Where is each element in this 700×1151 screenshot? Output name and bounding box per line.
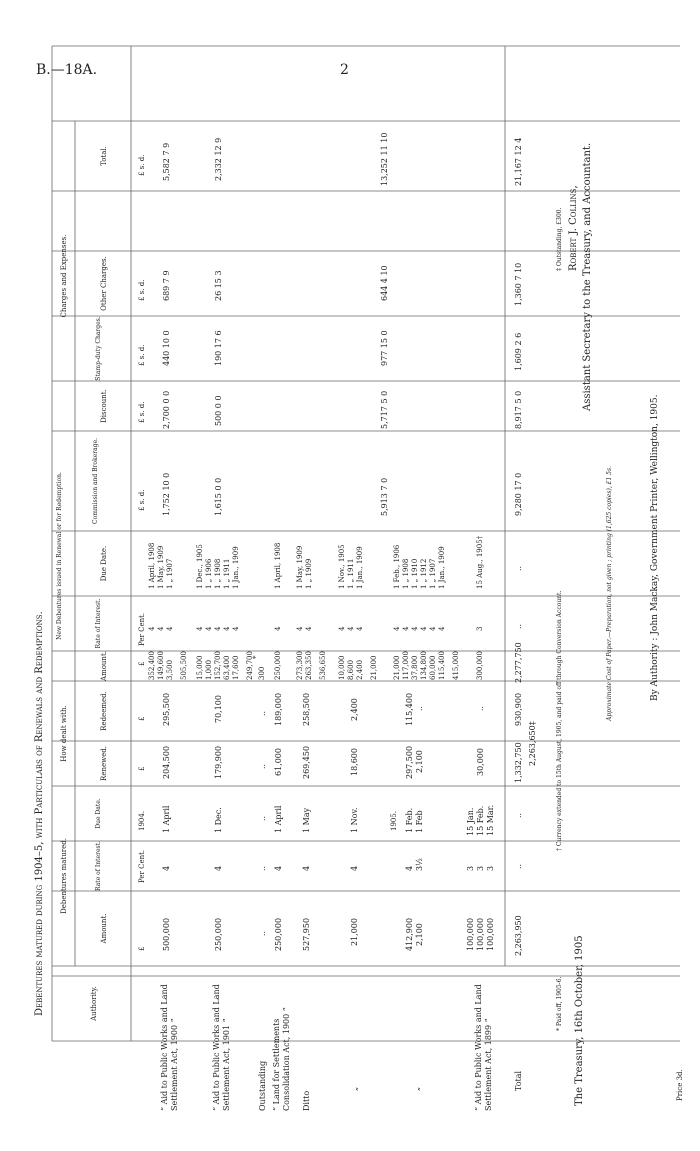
row-new-subtotal: 21,000	[370, 655, 378, 680]
row-due: 1 April	[274, 805, 283, 833]
row-due: 15 Jan.	[466, 807, 475, 836]
row-due: 1 Feb.	[405, 807, 414, 833]
row-stamp: 190 17 6	[214, 330, 223, 366]
row-new-due: 1 „ 1907	[429, 558, 437, 589]
totals-renewed: 1,332,750	[514, 742, 523, 783]
row-rate: 3	[486, 865, 495, 871]
row-due: 15 Mar.	[486, 804, 495, 836]
row-commission: 1,615 0 0	[214, 477, 223, 516]
unit-year-1905: 1905.	[390, 810, 398, 831]
row-new-marker: *	[252, 655, 260, 659]
row-rate: 4	[302, 865, 311, 871]
row-redeemed: 189,000	[274, 692, 283, 726]
totals-redeemed: 930,900	[514, 692, 523, 726]
signature-place-date: The Treasury, 16th October, 1905	[574, 935, 585, 1106]
row-authority: „	[350, 1086, 359, 1091]
row-new-rate: 4	[148, 626, 156, 631]
group-charges: Charges and Expenses.	[60, 234, 68, 318]
row-new-due: 15 Aug., 1905†	[476, 535, 484, 589]
row-new-amount: 2,400	[356, 659, 364, 680]
row-new-due: 1 „ 1908	[402, 558, 410, 589]
row-authority: “ Land for Settlements Consolidation Act, 1900 ”	[272, 1007, 291, 1111]
row-amount: 500,000	[162, 917, 171, 951]
row-amount: 250,000	[214, 917, 223, 951]
row-redeemed: 2,400	[350, 698, 359, 721]
row-rate: 4	[405, 865, 414, 871]
row-redeemed: ..	[415, 705, 424, 711]
totals-new-amount: 2,277,750	[514, 642, 523, 683]
unit-year-1904: 1904.	[138, 810, 146, 831]
row-rate: 4	[274, 865, 283, 871]
unit-percent: Per Cent.	[138, 612, 146, 646]
row-new-subtotal: 536,650	[319, 651, 327, 680]
col-rate: Rate of Interest.	[95, 841, 102, 891]
row-new-amount: 63,400	[223, 655, 231, 680]
price-label: Price 3d.	[676, 1069, 684, 1101]
row-new-amount: 3,500	[166, 659, 174, 680]
page-number: 2	[340, 62, 349, 78]
row-new-amount: 8,600	[347, 659, 355, 680]
row-rate: ..	[258, 865, 267, 871]
row-new-amount: 60,000	[429, 655, 437, 680]
row-new-subtotal: 505,500	[180, 651, 188, 680]
row-new-rate: 4	[305, 626, 313, 631]
row-commission: 1,752 10 0	[162, 472, 171, 516]
row-discount: 2,700 0 0	[162, 390, 171, 429]
row-other: 689 7 9	[162, 270, 171, 301]
row-total: 5,582 7 9	[162, 142, 171, 181]
row-new-rate: 4	[232, 626, 240, 631]
row-discount: 5,717 5 0	[380, 390, 389, 429]
row-renewed: 269,450	[302, 745, 311, 779]
totals-new-rate: ..	[514, 623, 523, 629]
row-renewed: 297,500	[405, 745, 414, 779]
row-due: 1 April	[162, 805, 171, 833]
unit-pound: £	[138, 766, 146, 771]
row-stamp: 440 10 0	[162, 330, 171, 366]
row-new-rate: 4	[296, 626, 304, 631]
totals-stamp: 1,609 2 6	[514, 332, 523, 371]
col-renewed: Renewed.	[100, 746, 108, 781]
row-new-rate: 4	[166, 626, 174, 631]
group-issued: New Debentures issued in Renewal or for Redemption.	[56, 472, 63, 640]
group-dealt: How dealt with.	[60, 705, 68, 762]
row-new-rate: 4	[429, 626, 437, 631]
row-due: 15 Feb.	[476, 805, 485, 836]
row-new-amount: 263,350	[305, 651, 313, 680]
col-new-due: Due Date.	[100, 545, 108, 582]
row-new-due: 1 Jan., 1909	[356, 546, 364, 589]
row-new-due: 1 Feb., 1906	[393, 544, 401, 589]
row-new-rate: 4	[356, 626, 364, 631]
row-redeemed: 258,500	[302, 692, 311, 726]
row-due: 1 Nov.	[350, 807, 359, 833]
row-due: 1 May	[302, 807, 311, 833]
col-commission: Commission and Brokerage.	[92, 438, 99, 524]
row-new-amount: 250,000	[274, 651, 282, 680]
totals-commission: 9,280 17 0	[514, 472, 523, 516]
row-amount: ..	[258, 930, 267, 936]
unit-lsd: £ s. d.	[138, 401, 146, 423]
group-matured: Debentures matured.	[60, 838, 68, 914]
row-new-rate: 4	[347, 626, 355, 631]
totals-total: 21,167 12 4	[514, 137, 523, 186]
unit-lsd: £ s. d.	[138, 344, 146, 366]
col-authority: Authority.	[90, 986, 98, 1021]
row-amount: 527,950	[302, 917, 311, 951]
row-commission: 5,913 7 0	[380, 477, 389, 516]
row-renewed: 30,000	[476, 748, 485, 776]
row-new-due: 1 „ 1911	[347, 558, 355, 589]
row-new-due: 1 April, 1908	[148, 542, 156, 589]
row-amount: 100,000	[466, 917, 475, 951]
row-new-amount: 15,000	[196, 655, 204, 680]
row-authority: „	[412, 1086, 421, 1091]
col-new-rate: Rate of Interest.	[95, 598, 102, 649]
row-new-due: 1 „ 1908	[214, 558, 222, 589]
row-new-subtotal: 415,000	[452, 651, 460, 680]
row-new-due: 1 „ 1906	[205, 558, 213, 589]
row-new-due: 1 Jan., 1909	[438, 546, 446, 589]
row-other: 26 15 3	[214, 270, 223, 301]
row-new-amount: 17,600	[232, 655, 240, 680]
totals-discount: 8,917 5 0	[514, 390, 523, 429]
row-renewed: 18,600	[350, 748, 359, 776]
printer-line: By Authority : John Mackay, Government Printer, Wellington, 1905.	[650, 394, 660, 701]
row-new-amount: 117,000	[402, 651, 410, 680]
row-new-due: 1 May, 1909	[296, 545, 304, 589]
row-renewed: 179,900	[214, 745, 223, 779]
col-new-amount: Amount.	[100, 651, 108, 681]
unit-lsd: £ s. d.	[138, 279, 146, 301]
col-redeemed: Redeemed.	[100, 691, 108, 731]
col-other: Other Charges.	[100, 256, 108, 311]
row-amount: 21,000	[350, 918, 359, 946]
row-amount: 2,100	[415, 923, 424, 946]
footnote-ddagger: ‡ Outstanding, £300.	[556, 207, 563, 271]
totals-other: 1,360 7 10	[514, 262, 523, 306]
unit-lsd: £ s. d.	[138, 154, 146, 176]
row-new-rate: 4	[420, 626, 428, 631]
unit-pound: £	[138, 946, 146, 951]
row-rate: 3	[476, 865, 485, 871]
row-renewed: 204,500	[162, 745, 171, 779]
row-renewed: ..	[258, 763, 267, 769]
row-rate: 4	[214, 865, 223, 871]
row-authority: “ Aid to Public Works and Land Settlement Act, 1901 ”	[212, 984, 231, 1111]
row-new-amount: 300,000	[476, 651, 484, 680]
col-stamp: Stamp-duty Charges.	[95, 316, 102, 381]
row-authority: Ditto	[302, 1090, 311, 1111]
row-new-rate: 3	[476, 626, 484, 631]
row-new-due: 1 Nov., 1905	[338, 544, 346, 589]
row-new-amount: 134,800	[420, 651, 428, 680]
row-amount: 100,000	[476, 917, 485, 951]
row-authority: “ Aid to Public Works and Land Settlement Act, 1900 ”	[160, 984, 179, 1111]
row-rate: 3½	[415, 858, 424, 871]
row-new-amount: 149,600	[157, 651, 165, 680]
row-new-due: 1 „ 1907	[166, 558, 174, 589]
row-new-rate: 4	[157, 626, 165, 631]
row-new-due: 1 „ 1910	[411, 558, 419, 589]
footnote-dagger: † Currency extended to 15th August, 1905, and paid off through Conversion Account.	[556, 590, 563, 851]
row-redeemed: 70,100	[214, 695, 223, 723]
row-new-rate: 4	[205, 626, 213, 631]
row-stamp: 977 15 0	[380, 330, 389, 366]
row-new-amount: 37,800	[411, 655, 419, 680]
totals-combined: 2,263,650‡	[528, 721, 537, 766]
row-new-amount: 10,000	[338, 655, 346, 680]
row-rate: 3	[466, 865, 475, 871]
row-redeemed: ..	[476, 705, 485, 711]
row-new-due: 1 April, 1908	[274, 542, 282, 589]
document-code: B.—18A.	[36, 62, 98, 78]
row-new-rate: 4	[196, 626, 204, 631]
row-new-due: 1 Jan., 1909	[232, 546, 240, 589]
totals-rate: ..	[514, 863, 523, 869]
unit-pound: £	[138, 716, 146, 721]
row-redeemed: 295,500	[162, 692, 171, 726]
row-due: 1 Dec.	[214, 807, 223, 833]
unit-pound: £	[138, 661, 146, 666]
col-amount: Amount.	[100, 913, 108, 944]
row-new-rate: 4	[338, 626, 346, 631]
unit-lsd: £ s. d.	[138, 489, 146, 511]
row-new-amount: 273,300	[296, 651, 304, 680]
table-title: Debentures matured during 1904–5, with Particulars of Renewals and Redemptions.	[34, 611, 45, 1016]
row-authority: Outstanding	[258, 1060, 267, 1111]
row-discount: 500 0 0	[214, 395, 223, 426]
row-new-rate: 4	[402, 626, 410, 631]
row-amount: 100,000	[486, 917, 495, 951]
row-other: 644 4 10	[380, 265, 389, 301]
row-new-due: 1 „ 1909	[305, 558, 313, 589]
cost-note: Approximate Cost of Paper.—Preparation, not given ; printing (1,625 copies), £1 5s.	[606, 466, 613, 721]
row-new-amount: 115,400	[438, 651, 446, 680]
row-new-amount: 152,700	[214, 651, 222, 680]
col-due-date: Due Date.	[95, 798, 102, 829]
row-redeemed: ..	[258, 710, 267, 716]
row-new-rate: 4	[393, 626, 401, 631]
row-new-rate: 4	[411, 626, 419, 631]
signature-name: Robert J. Collins,	[568, 185, 579, 271]
row-renewed: 61,000	[274, 748, 283, 776]
row-new-rate: 4	[438, 626, 446, 631]
unit-percent: Per Cent.	[138, 849, 146, 883]
row-redeemed: 115,400	[405, 692, 414, 726]
row-amount: 250,000	[274, 917, 283, 951]
row-rate: 4	[350, 865, 359, 871]
row-new-amount: 352,400	[148, 651, 156, 680]
totals-new-due: ..	[514, 565, 523, 571]
row-rate: 4	[162, 865, 171, 871]
row-new-rate: 4	[223, 626, 231, 631]
row-total: 13,252 11 10	[380, 132, 389, 186]
totals-amount: 2,263,950	[514, 915, 523, 956]
row-new-amount: 1,000	[205, 659, 213, 680]
totals-due: ..	[514, 812, 523, 818]
col-total: Total.	[100, 146, 108, 166]
row-new-due: 1 May, 1909	[157, 545, 165, 589]
row-due: ..	[258, 815, 267, 821]
row-new-due: 1 „ 1911	[223, 558, 231, 589]
row-new-amount: 300	[258, 666, 266, 680]
row-new-subtotal: 249,700	[246, 651, 254, 680]
row-renewed: 2,100	[415, 750, 424, 773]
row-new-amount: 21,000	[393, 655, 401, 680]
footnote-star: * Paid off, 1905-6.	[556, 976, 563, 1031]
row-new-due: 1 „ 1912	[420, 558, 428, 589]
row-new-rate: 4	[214, 626, 222, 631]
signature-role: Assistant Secretary to the Treasury, and Accountant.	[582, 142, 593, 411]
row-authority: “ Aid to Public Works and Land Settlement Act, 1899 ”	[474, 984, 493, 1111]
totals-label: Total	[514, 1070, 523, 1091]
col-discount: Discount.	[100, 389, 108, 423]
row-new-rate: 4	[274, 626, 282, 631]
row-due: 1 Feb	[415, 810, 424, 833]
row-amount: 412,900	[405, 917, 414, 951]
row-new-due: 1 Dec., 1905	[196, 544, 204, 589]
row-total: 2,332 12 9	[214, 137, 223, 181]
